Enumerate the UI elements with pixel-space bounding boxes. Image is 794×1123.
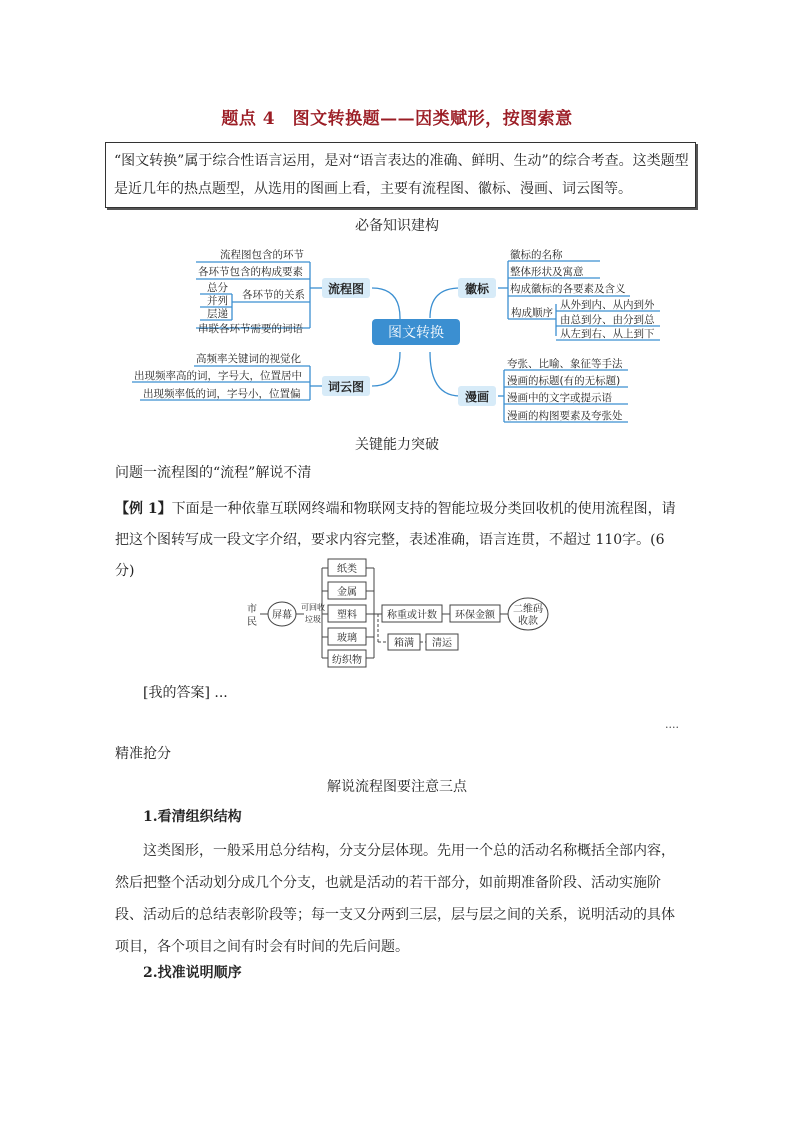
intro-box: “图文转换”属于综合性语言运用，是对“语言表达的准确、鲜明、生动”的综合考查。这类题型是近几年的热点题型，从选用的图画上看，主要有流程图、徽标、漫画、词云图等。 [105,142,696,208]
screen-label: 屏幕 [272,610,292,621]
flow-item: 各环节包含的构成要素 [198,266,303,278]
weigh-label: 称重或计数 [387,610,437,621]
flow-item: 总分 [207,282,228,294]
start-citizen-bottom: 民 [247,617,257,628]
comic-item: 漫画的标题(有的无标题) [507,375,621,387]
mind-map [0,236,794,432]
clear-label: 清运 [432,638,452,649]
center-node-label: 图文转换 [388,325,444,341]
flow-item: 串联各环节需要的词语 [198,323,303,335]
answer-dots-right: .... [665,718,679,731]
flow-node-label: 流程图 [327,282,365,296]
recycle-label-top: 可回收 [301,603,325,612]
category-glass: 玻璃 [337,633,357,644]
flow-item: 各环节的关系 [242,289,305,301]
flow-item: 流程图包含的环节 [220,249,304,261]
comic-node-label: 漫画 [464,390,490,404]
logo-item: 构成徽标的各要素及含义 [510,283,626,295]
logo-item: 整体形状及寓意 [510,266,584,278]
cloud-item: 出现频率高的词，字号大，位置居中 [134,370,302,382]
qr-label-top: 二维码 [513,604,543,615]
section-heading-ability: 关键能力突破 [355,437,439,453]
cloud-item: 高频率关键词的视觉化 [196,353,301,365]
answer-dots: ... [214,685,228,701]
cloud-item: 出现频率低的词，字号小，位置偏 [143,388,301,400]
comic-item: 漫画中的文字或提示语 [507,392,612,404]
logo-item: 由总到分、由分到总 [560,314,655,326]
page-title: 题点 4 图文转换题——因类赋形，按图索意 [221,109,573,129]
section-heading-knowledge: 必备知识建构 [355,218,439,234]
tip-1-text: 这类图形，一般采用总分结构，分支分层体现。先用一个总的活动名称概括全部内容，然后把整个活动划分成几个分支，也就是活动的若干部分，如前期准备阶段、活动实施阶段、活动后的总结表彰阶段等；每一支又分两到三层，层与层之间的关系，说明活动的具体项目，各个项目之间有时会有时间的先后问题。 [115,843,675,955]
tip-2-title: 2.找准说明顺序 [143,965,242,981]
answer-line [143,682,228,702]
flow-item: 层递 [207,308,228,320]
logo-item: 从左到右、从上到下 [560,328,655,340]
recycle-label-bottom: 垃圾 [305,615,321,624]
amount-label: 环保金额 [455,610,495,621]
score-heading: 精准抢分 [115,746,171,762]
example-text: 下面是一种依靠互联网终端和物联网支持的智能垃圾分类回收机的使用流程图，请把这个图转写成一段文字介绍，要求内容完整，表述准确，语言连贯，不超过 110字。(6 分) [115,501,676,579]
example-tag: 【例 1】 [115,501,172,517]
category-metal: 金属 [337,587,357,598]
category-paper: 纸类 [337,564,357,575]
tip-1-title: 1.看清组织结构 [143,809,242,825]
cloud-node-label: 词云图 [327,380,365,394]
comic-item: 漫画的构图要素及夸张处 [507,410,623,422]
logo-node-label: 徽标 [464,282,490,296]
start-citizen-top: 市 [247,604,257,615]
category-textile: 纺织物 [332,655,362,666]
logo-item: 徽标的名称 [510,249,563,261]
comic-item: 夸张、比喻、象征等手法 [507,358,623,370]
full-label: 箱满 [394,638,414,649]
logo-item: 构成顺序 [511,307,553,319]
flow-item: 并列 [207,295,228,307]
qr-label-bottom: 收款 [518,616,538,627]
recycle-flowchart [236,554,566,670]
category-plastic: 塑料 [337,610,357,621]
tips-heading: 解说流程图要注意三点 [327,779,467,795]
problem-heading: 问题一流程图的“流程”解说不清 [115,465,312,481]
answer-label: [我的答案] [143,685,210,701]
logo-item: 从外到内、从内到外 [560,299,655,311]
